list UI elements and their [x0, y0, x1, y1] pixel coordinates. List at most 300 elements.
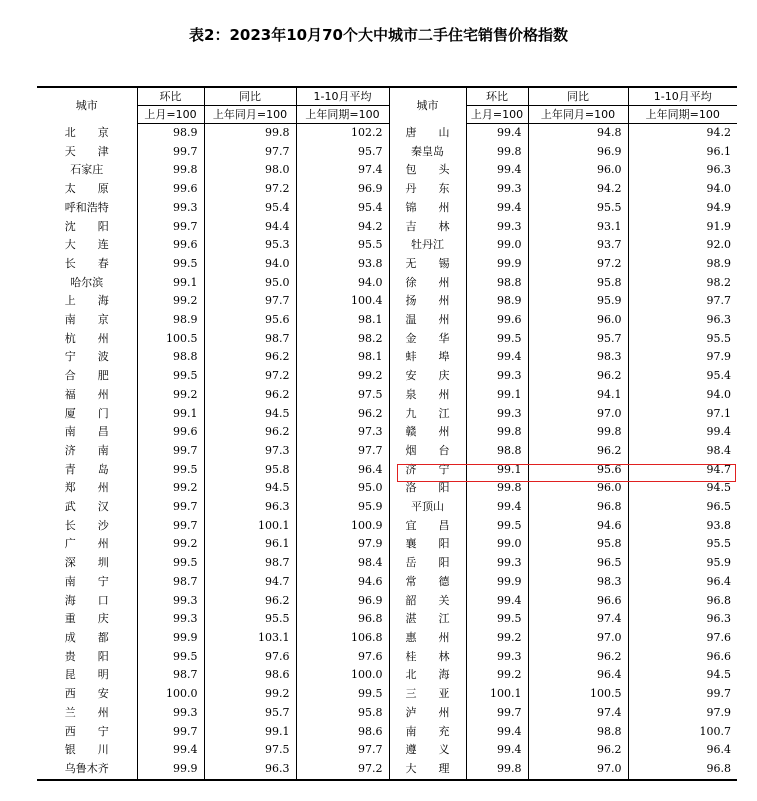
- cell-avg-left: 98.6: [296, 723, 389, 742]
- table-row: [37, 741, 737, 760]
- table-row: [37, 610, 737, 629]
- cell-avg-left: 96.4: [296, 461, 389, 480]
- cell-city-left: 青 岛: [37, 461, 137, 480]
- cell-yoy-left: 94.4: [204, 218, 296, 237]
- cell-yoy-right: 96.5: [528, 554, 628, 573]
- cell-avg-right: 97.1: [706, 406, 731, 420]
- table-row: [37, 723, 737, 742]
- cell-yoy-right: 95.5: [528, 199, 628, 218]
- cell-city-right: 温 州: [389, 311, 466, 330]
- cell-avg-right: 98.9: [706, 256, 731, 270]
- cell-yoy-right: 95.8: [528, 274, 628, 293]
- cell-yoy-left: 98.7: [204, 554, 296, 573]
- cell-avg-right: 99.7: [706, 687, 731, 701]
- table-row: [37, 479, 737, 498]
- cell-mom-right: 99.2: [466, 666, 528, 685]
- cell-city-right: 桂 林: [389, 648, 466, 667]
- cell-yoy-right: 97.0: [528, 629, 628, 648]
- cell-city-right: 宜 昌: [389, 517, 466, 536]
- cell-yoy-right: 97.2: [528, 255, 628, 274]
- cell-avg-right: 96.3: [706, 163, 731, 177]
- cell-yoy-left: 96.1: [204, 535, 296, 554]
- table-row: [37, 180, 737, 199]
- cell-avg-left: 98.2: [296, 330, 389, 349]
- cell-mom-left: 99.5: [137, 554, 204, 573]
- cell-city-right: 丹 东: [389, 180, 466, 199]
- table-row: [37, 311, 737, 330]
- cell-city-right: 韶 关: [389, 592, 466, 611]
- cell-city-right: 赣 州: [389, 423, 466, 442]
- cell-yoy-right: 97.4: [528, 610, 628, 629]
- cell-mom-left: 98.9: [137, 124, 204, 143]
- cell-yoy-right: 96.2: [528, 442, 628, 461]
- cell-yoy-right: 99.8: [528, 423, 628, 442]
- cell-avg-right: 95.9: [706, 556, 731, 570]
- cell-city-left: 郑 州: [37, 479, 137, 498]
- cell-mom-right: 99.0: [466, 535, 528, 554]
- cell-yoy-left: 99.2: [204, 685, 296, 704]
- cell-yoy-left: 98.0: [204, 161, 296, 180]
- cell-city-left: 北 京: [37, 124, 137, 143]
- cell-avg-left: 95.4: [296, 199, 389, 218]
- cell-avg-right: 96.8: [628, 760, 737, 780]
- cell-yoy-left: 96.3: [204, 498, 296, 517]
- cell-avg-left: 98.4: [296, 554, 389, 573]
- table-row: [37, 348, 737, 367]
- cell-mom-left: 98.8: [137, 348, 204, 367]
- cell-avg-left: 106.8: [296, 629, 389, 648]
- cell-city-left: 合 肥: [37, 367, 137, 386]
- table-title: 表2：2023年10月70个大中城市二手住宅销售价格指数: [189, 26, 568, 44]
- cell-avg-left: 97.2: [296, 760, 389, 780]
- cell-avg-left: 95.7: [296, 143, 389, 162]
- header-yoy-base-right: 上年同月=100: [528, 106, 628, 124]
- cell-city-right: 遵 义: [389, 741, 466, 760]
- cell-city-left: 重 庆: [37, 610, 137, 629]
- cell-city-left: 南 宁: [37, 573, 137, 592]
- cell-mom-left: 98.7: [137, 573, 204, 592]
- cell-yoy-right: 97.0: [528, 405, 628, 424]
- cell-yoy-left: 95.6: [204, 311, 296, 330]
- cell-mom-right: 99.8: [466, 423, 528, 442]
- cell-mom-right: 99.4: [466, 592, 528, 611]
- cell-city-left: 呼和浩特: [37, 199, 137, 218]
- cell-avg-left: 97.4: [296, 161, 389, 180]
- cell-mom-right: 99.6: [466, 311, 528, 330]
- cell-yoy-left: 94.5: [204, 479, 296, 498]
- cell-city-right: 北 海: [389, 666, 466, 685]
- table-body: [37, 124, 737, 780]
- cell-yoy-left: 94.0: [204, 255, 296, 274]
- header-avg-base-right: 上年同期=100: [628, 106, 737, 124]
- cell-city-right: 蚌 埠: [389, 348, 466, 367]
- cell-mom-right: 100.1: [466, 685, 528, 704]
- cell-mom-left: 99.1: [137, 405, 204, 424]
- cell-yoy-right: 96.2: [528, 741, 628, 760]
- cell-mom-right: 99.4: [466, 348, 528, 367]
- cell-mom-left: 100.0: [137, 685, 204, 704]
- cell-avg-left: 97.7: [296, 442, 389, 461]
- cell-mom-right: 99.3: [466, 218, 528, 237]
- cell-yoy-right: 94.8: [528, 124, 628, 143]
- cell-mom-left: 99.7: [137, 517, 204, 536]
- table-row: [37, 236, 737, 255]
- cell-mom-right: 99.5: [466, 330, 528, 349]
- header-mom-base-right: 上月=100: [466, 106, 528, 124]
- cell-mom-left: 100.5: [137, 330, 204, 349]
- cell-city-left: 厦 门: [37, 405, 137, 424]
- cell-avg-right: 97.7: [706, 294, 731, 308]
- table-row: [37, 330, 737, 349]
- cell-avg-right: 100.7: [699, 724, 731, 738]
- cell-city-right: 济 宁: [389, 461, 466, 480]
- cell-yoy-right: 94.1: [528, 386, 628, 405]
- cell-mom-right: 99.4: [466, 124, 528, 143]
- cell-yoy-right: 95.8: [528, 535, 628, 554]
- cell-avg-right: 97.9: [706, 350, 731, 364]
- cell-mom-left: 99.6: [137, 423, 204, 442]
- table-row: [37, 704, 737, 723]
- cell-yoy-left: 103.1: [204, 629, 296, 648]
- cell-yoy-left: 97.3: [204, 442, 296, 461]
- cell-avg-left: 100.4: [296, 292, 389, 311]
- cell-city-left: 西 安: [37, 685, 137, 704]
- table-row: [37, 386, 737, 405]
- cell-mom-right: 99.2: [466, 629, 528, 648]
- table-row: [37, 648, 737, 667]
- cell-avg-right: 95.4: [706, 369, 731, 383]
- cell-city-left: 乌鲁木齐: [37, 760, 137, 780]
- cell-city-right: 三 亚: [389, 685, 466, 704]
- cell-yoy-right: 98.3: [528, 348, 628, 367]
- cell-yoy-left: 96.2: [204, 592, 296, 611]
- cell-mom-left: 99.5: [137, 367, 204, 386]
- cell-mom-right: 99.3: [466, 554, 528, 573]
- cell-avg-right: 94.0: [706, 182, 731, 196]
- cell-city-left: 杭 州: [37, 330, 137, 349]
- table-row: [37, 629, 737, 648]
- header-mom-base-left: 上月=100: [137, 106, 204, 124]
- cell-city-right: 平顶山: [389, 498, 466, 517]
- cell-avg-right: 97.9: [706, 705, 731, 719]
- table-row: [37, 199, 737, 218]
- cell-mom-left: 99.2: [137, 479, 204, 498]
- cell-avg-left: 99.5: [296, 685, 389, 704]
- cell-city-right: 湛 江: [389, 610, 466, 629]
- cell-mom-left: 99.4: [137, 741, 204, 760]
- cell-city-left: 南 昌: [37, 423, 137, 442]
- table-row: [37, 535, 737, 554]
- cell-avg-left: 100.0: [296, 666, 389, 685]
- cell-city-left: 济 南: [37, 442, 137, 461]
- cell-city-right: 南 充: [389, 723, 466, 742]
- table-row: [37, 760, 737, 780]
- table-row: [37, 161, 737, 180]
- cell-avg-left: 96.2: [296, 405, 389, 424]
- cell-avg-left: 97.9: [296, 535, 389, 554]
- header-row: [37, 87, 737, 106]
- cell-avg-right: 96.5: [706, 500, 731, 514]
- cell-mom-left: 99.2: [137, 292, 204, 311]
- cell-avg-right: 95.5: [706, 537, 731, 551]
- cell-avg-right: 91.9: [706, 219, 731, 233]
- cell-mom-right: 99.9: [466, 255, 528, 274]
- header-yoy-left: 同比: [204, 87, 296, 106]
- cell-avg-left: 97.7: [296, 741, 389, 760]
- cell-mom-left: 99.8: [137, 161, 204, 180]
- cell-mom-left: 99.7: [137, 143, 204, 162]
- cell-mom-right: 99.7: [466, 704, 528, 723]
- cell-yoy-left: 96.2: [204, 348, 296, 367]
- cell-mom-right: 99.5: [466, 610, 528, 629]
- header-avg-base-left: 上年同期=100: [296, 106, 389, 124]
- cell-city-right: 无 锡: [389, 255, 466, 274]
- cell-yoy-right: 96.2: [528, 367, 628, 386]
- cell-avg-left: 95.8: [296, 704, 389, 723]
- cell-avg-right: 96.4: [706, 743, 731, 757]
- cell-city-left: 昆 明: [37, 666, 137, 685]
- cell-avg-right: 94.5: [706, 668, 731, 682]
- cell-avg-left: 94.0: [296, 274, 389, 293]
- table-row: [37, 554, 737, 573]
- cell-avg-left: 102.2: [296, 124, 389, 143]
- cell-city-right: 锦 州: [389, 199, 466, 218]
- cell-city-right: 烟 台: [389, 442, 466, 461]
- cell-mom-left: 99.5: [137, 461, 204, 480]
- cell-mom-left: 99.7: [137, 723, 204, 742]
- cell-city-right: 洛 阳: [389, 479, 466, 498]
- cell-mom-right: 99.8: [466, 760, 528, 780]
- cell-mom-left: 99.7: [137, 498, 204, 517]
- cell-yoy-right: 100.5: [528, 685, 628, 704]
- cell-yoy-left: 98.7: [204, 330, 296, 349]
- header-base-row: [37, 106, 737, 124]
- cell-avg-right: 94.5: [706, 481, 731, 495]
- cell-city-left: 西 宁: [37, 723, 137, 742]
- cell-mom-left: 99.9: [137, 760, 204, 780]
- cell-avg-left: 96.9: [296, 592, 389, 611]
- cell-avg-right: 94.0: [706, 387, 731, 401]
- cell-yoy-left: 95.4: [204, 199, 296, 218]
- cell-avg-left: 99.2: [296, 367, 389, 386]
- cell-avg-right: 98.2: [706, 275, 731, 289]
- cell-mom-right: 99.8: [466, 479, 528, 498]
- cell-avg-left: 98.1: [296, 348, 389, 367]
- cell-avg-left: 93.8: [296, 255, 389, 274]
- cell-city-left: 银 川: [37, 741, 137, 760]
- cell-yoy-left: 95.3: [204, 236, 296, 255]
- table-row: [37, 405, 737, 424]
- cell-city-left: 上 海: [37, 292, 137, 311]
- table-row: [37, 143, 737, 162]
- cell-mom-right: 99.1: [466, 386, 528, 405]
- cell-city-right: 大 理: [389, 760, 466, 780]
- cell-city-left: 武 汉: [37, 498, 137, 517]
- cell-avg-left: 97.3: [296, 423, 389, 442]
- cell-city-left: 石家庄: [37, 161, 137, 180]
- cell-city-left: 兰 州: [37, 704, 137, 723]
- table-row: [37, 573, 737, 592]
- cell-avg-right: 97.6: [706, 630, 731, 644]
- cell-mom-left: 99.3: [137, 592, 204, 611]
- table-row: [37, 124, 737, 143]
- cell-avg-left: 95.0: [296, 479, 389, 498]
- header-avg-left: 1-10月平均: [296, 87, 389, 106]
- cell-city-left: 沈 阳: [37, 218, 137, 237]
- table-row: [37, 292, 737, 311]
- cell-mom-left: 99.7: [137, 442, 204, 461]
- cell-avg-right: 96.4: [706, 574, 731, 588]
- cell-mom-left: 99.3: [137, 199, 204, 218]
- cell-city-right: 唐 山: [389, 124, 466, 143]
- cell-city-right: 徐 州: [389, 274, 466, 293]
- cell-avg-right: 96.3: [706, 612, 731, 626]
- cell-mom-right: 99.3: [466, 367, 528, 386]
- cell-city-left: 贵 阳: [37, 648, 137, 667]
- cell-avg-right: 95.5: [706, 331, 731, 345]
- cell-avg-right: 94.9: [706, 200, 731, 214]
- cell-city-right: 泉 州: [389, 386, 466, 405]
- cell-yoy-right: 96.6: [528, 592, 628, 611]
- table-row: [37, 442, 737, 461]
- cell-mom-right: 99.4: [466, 723, 528, 742]
- cell-city-left: 长 沙: [37, 517, 137, 536]
- cell-avg-left: 95.9: [296, 498, 389, 517]
- cell-avg-right: 96.6: [706, 649, 731, 663]
- cell-city-right: 惠 州: [389, 629, 466, 648]
- cell-yoy-left: 96.3: [204, 760, 296, 780]
- cell-yoy-left: 99.1: [204, 723, 296, 742]
- cell-yoy-left: 97.7: [204, 292, 296, 311]
- table-row: [37, 367, 737, 386]
- cell-yoy-right: 97.4: [528, 704, 628, 723]
- cell-mom-left: 99.2: [137, 535, 204, 554]
- table-row: [37, 274, 737, 293]
- cell-yoy-right: 96.0: [528, 479, 628, 498]
- cell-city-left: 宁 波: [37, 348, 137, 367]
- cell-yoy-left: 95.8: [204, 461, 296, 480]
- cell-yoy-left: 96.2: [204, 423, 296, 442]
- cell-mom-right: 99.3: [466, 405, 528, 424]
- cell-mom-right: 98.9: [466, 292, 528, 311]
- header-yoy-base-left: 上年同月=100: [204, 106, 296, 124]
- cell-city-right: 吉 林: [389, 218, 466, 237]
- cell-city-right: 泸 州: [389, 704, 466, 723]
- header-city-right: 城市: [389, 87, 466, 124]
- header-city-left: 城市: [37, 87, 137, 124]
- cell-mom-left: 98.7: [137, 666, 204, 685]
- cell-yoy-left: 97.5: [204, 741, 296, 760]
- cell-city-right: 包 头: [389, 161, 466, 180]
- cell-mom-left: 99.5: [137, 255, 204, 274]
- cell-mom-left: 99.7: [137, 218, 204, 237]
- cell-yoy-right: 94.6: [528, 517, 628, 536]
- cell-yoy-left: 94.7: [204, 573, 296, 592]
- cell-yoy-right: 93.1: [528, 218, 628, 237]
- cell-yoy-right: 93.7: [528, 236, 628, 255]
- cell-yoy-left: 95.7: [204, 704, 296, 723]
- cell-yoy-right: 96.8: [528, 498, 628, 517]
- cell-yoy-left: 94.5: [204, 405, 296, 424]
- cell-yoy-left: 95.5: [204, 610, 296, 629]
- cell-yoy-left: 100.1: [204, 517, 296, 536]
- cell-mom-right: 99.1: [466, 461, 528, 480]
- cell-avg-right: 93.8: [706, 518, 731, 532]
- table-row: [37, 685, 737, 704]
- cell-city-left: 海 口: [37, 592, 137, 611]
- cell-avg-left: 96.9: [296, 180, 389, 199]
- cell-yoy-left: 98.6: [204, 666, 296, 685]
- cell-mom-right: 98.8: [466, 442, 528, 461]
- cell-mom-right: 99.4: [466, 161, 528, 180]
- cell-city-left: 太 原: [37, 180, 137, 199]
- cell-avg-left: 94.2: [296, 218, 389, 237]
- price-index-table: [37, 86, 737, 781]
- cell-yoy-right: 96.0: [528, 161, 628, 180]
- cell-avg-left: 97.5: [296, 386, 389, 405]
- cell-yoy-left: 95.0: [204, 274, 296, 293]
- cell-yoy-right: 98.3: [528, 573, 628, 592]
- cell-yoy-right: 98.8: [528, 723, 628, 742]
- cell-yoy-right: 95.7: [528, 330, 628, 349]
- cell-mom-right: 99.4: [466, 199, 528, 218]
- cell-mom-left: 99.3: [137, 610, 204, 629]
- cell-city-right: 安 庆: [389, 367, 466, 386]
- cell-mom-right: 99.3: [466, 180, 528, 199]
- cell-yoy-right: 96.0: [528, 311, 628, 330]
- cell-yoy-right: 96.9: [528, 143, 628, 162]
- table-row: [37, 255, 737, 274]
- table-row: [37, 461, 737, 480]
- cell-avg-right: 94.2: [706, 126, 731, 139]
- cell-city-right: 金 华: [389, 330, 466, 349]
- table-row: [37, 666, 737, 685]
- cell-city-left: 广 州: [37, 535, 137, 554]
- cell-city-left: 大 连: [37, 236, 137, 255]
- cell-mom-right: 99.3: [466, 648, 528, 667]
- table-row: [37, 592, 737, 611]
- cell-avg-right: 92.0: [706, 238, 731, 252]
- table-row: [37, 218, 737, 237]
- table-row: [37, 498, 737, 517]
- cell-mom-right: 98.8: [466, 274, 528, 293]
- cell-mom-left: 99.6: [137, 180, 204, 199]
- cell-mom-left: 99.6: [137, 236, 204, 255]
- cell-mom-right: 99.9: [466, 573, 528, 592]
- cell-avg-right: 96.3: [706, 313, 731, 327]
- cell-avg-right: 96.1: [706, 144, 731, 158]
- cell-city-left: 南 京: [37, 311, 137, 330]
- cell-avg-left: 97.6: [296, 648, 389, 667]
- cell-yoy-left: 96.2: [204, 386, 296, 405]
- cell-avg-right: 98.4: [706, 443, 731, 457]
- cell-city-right: 扬 州: [389, 292, 466, 311]
- cell-yoy-right: 96.4: [528, 666, 628, 685]
- cell-yoy-left: 99.8: [204, 124, 296, 143]
- cell-city-right: 常 德: [389, 573, 466, 592]
- cell-yoy-left: 97.6: [204, 648, 296, 667]
- cell-city-right: 岳 阳: [389, 554, 466, 573]
- cell-city-left: 天 津: [37, 143, 137, 162]
- cell-avg-right: 94.7: [706, 462, 731, 476]
- table-row: [37, 423, 737, 442]
- cell-city-right: 牡丹江: [389, 236, 466, 255]
- cell-mom-right: 99.4: [466, 741, 528, 760]
- cell-yoy-right: 94.2: [528, 180, 628, 199]
- cell-mom-left: 99.2: [137, 386, 204, 405]
- cell-city-left: 成 都: [37, 629, 137, 648]
- cell-city-left: 福 州: [37, 386, 137, 405]
